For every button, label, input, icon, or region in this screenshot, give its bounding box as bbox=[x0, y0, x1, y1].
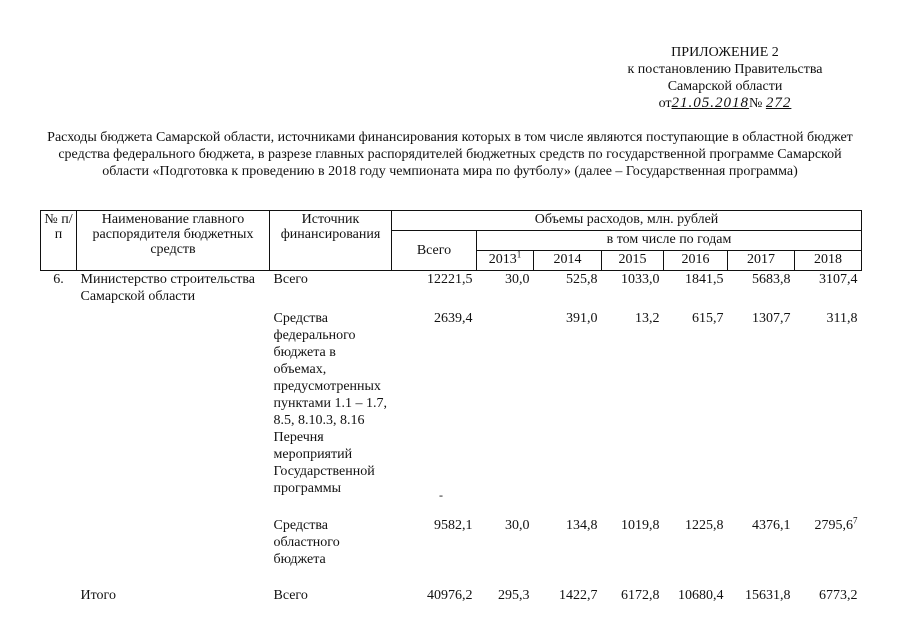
document-title: Расходы бюджета Самарской области, источниками финансирования которых в том числе являются поступающие в областной бюджет средства федерального бюджета, в разрезе главных распорядителей бюджетных средств по государственной программе Самарской области «Подготовка к проведению в 2018 году чемпионата мира по футболу» (далее – Государственная программа) bbox=[47, 130, 853, 179]
header-total: Всего bbox=[392, 231, 477, 271]
cell-value: 15631,8 bbox=[745, 587, 791, 603]
header-year-2013 bbox=[477, 251, 534, 271]
handwritten-date: 21.05.2018 bbox=[671, 95, 750, 111]
cell-value: 295,3 bbox=[498, 587, 530, 603]
header-year-2014: 2014 bbox=[534, 251, 602, 271]
total-source: Всего bbox=[273, 587, 308, 603]
cell-value: 10680,4 bbox=[678, 587, 724, 603]
cell-value: 9582,1 bbox=[434, 517, 473, 533]
header-volumes: Объемы расходов, млн. рублей bbox=[392, 211, 862, 231]
stray-mark: - bbox=[439, 488, 443, 502]
cell-value: 615,7 bbox=[692, 310, 724, 326]
cell-value: 311,8 bbox=[826, 310, 858, 326]
header-by-years: в том числе по годам bbox=[477, 231, 862, 251]
appendix-region: Самарской области bbox=[667, 79, 783, 94]
cell-value: 525,8 bbox=[566, 272, 598, 287]
footnote-marker: 7 bbox=[853, 514, 858, 525]
header-num: № п/п bbox=[41, 211, 77, 271]
cell-value: 1841,5 bbox=[685, 272, 724, 287]
handwritten-number: 272 bbox=[765, 95, 792, 111]
appendix-decree: к постановлению Правительства bbox=[627, 62, 823, 77]
header-year-2017: 2017 bbox=[728, 251, 795, 271]
cell-value: 2639,4 bbox=[434, 310, 473, 326]
cell-value: 30,0 bbox=[505, 517, 530, 533]
date-prefix: от bbox=[658, 96, 672, 111]
appendix-date-line bbox=[560, 95, 890, 112]
cell-value: 391,0 bbox=[566, 310, 598, 326]
cell-value-with-note bbox=[795, 514, 862, 587]
table-row bbox=[41, 271, 862, 310]
cell-value: 4376,1 bbox=[752, 517, 791, 533]
number-prefix: № bbox=[749, 96, 763, 111]
cell-value: 5683,8 bbox=[752, 272, 791, 287]
table-row-total bbox=[41, 587, 862, 611]
cell-value: 1019,8 bbox=[621, 517, 660, 533]
cell-value: 12221,5 bbox=[427, 272, 473, 287]
cell-value: 6773,2 bbox=[819, 587, 858, 603]
cell-value: 30,0 bbox=[505, 272, 530, 287]
row-num: 6. bbox=[53, 272, 64, 287]
appendix-header bbox=[560, 44, 890, 112]
cell-value: 1225,8 bbox=[685, 517, 724, 533]
cell-value: 13,2 bbox=[635, 310, 660, 326]
cell-value: 1033,0 bbox=[621, 272, 660, 287]
header-year-2018: 2018 bbox=[795, 251, 862, 271]
cell-value bbox=[477, 310, 534, 517]
year-2013-label: 2013 bbox=[488, 252, 517, 267]
appendix-title: ПРИЛОЖЕНИЕ 2 bbox=[671, 45, 779, 60]
row-distributor: Министерство строительства Самарской области bbox=[80, 272, 255, 304]
row-source-regional: Средства областного бюджета bbox=[273, 517, 340, 567]
total-label: Итого bbox=[80, 587, 116, 603]
cell-value: 134,8 bbox=[566, 517, 598, 533]
header-year-2016: 2016 bbox=[664, 251, 728, 271]
header-source: Источник финансирования bbox=[270, 211, 392, 271]
header-distributor: Наименование главного распорядителя бюджетных средств bbox=[77, 211, 270, 271]
cell-value: 40976,2 bbox=[427, 587, 473, 603]
row-source-federal: Средства федерального бюджета в объемах, предусмотренных пунктами 1.1 – 1.7, 8.5, 8.10.3, 8.16 Перечня мероприятий Государственной программы bbox=[273, 310, 387, 496]
header-year-2015: 2015 bbox=[602, 251, 664, 271]
budget-table bbox=[40, 210, 862, 611]
cell-value: 1422,7 bbox=[559, 587, 598, 603]
year-2013-footnote: 1 bbox=[516, 249, 522, 260]
cell-value: 3107,4 bbox=[819, 272, 858, 287]
cell-value: 1307,7 bbox=[752, 310, 791, 326]
row-source-total: Всего bbox=[273, 272, 308, 287]
cell-value: 6172,8 bbox=[621, 587, 660, 603]
cell-value: 2795,6 bbox=[814, 517, 853, 533]
